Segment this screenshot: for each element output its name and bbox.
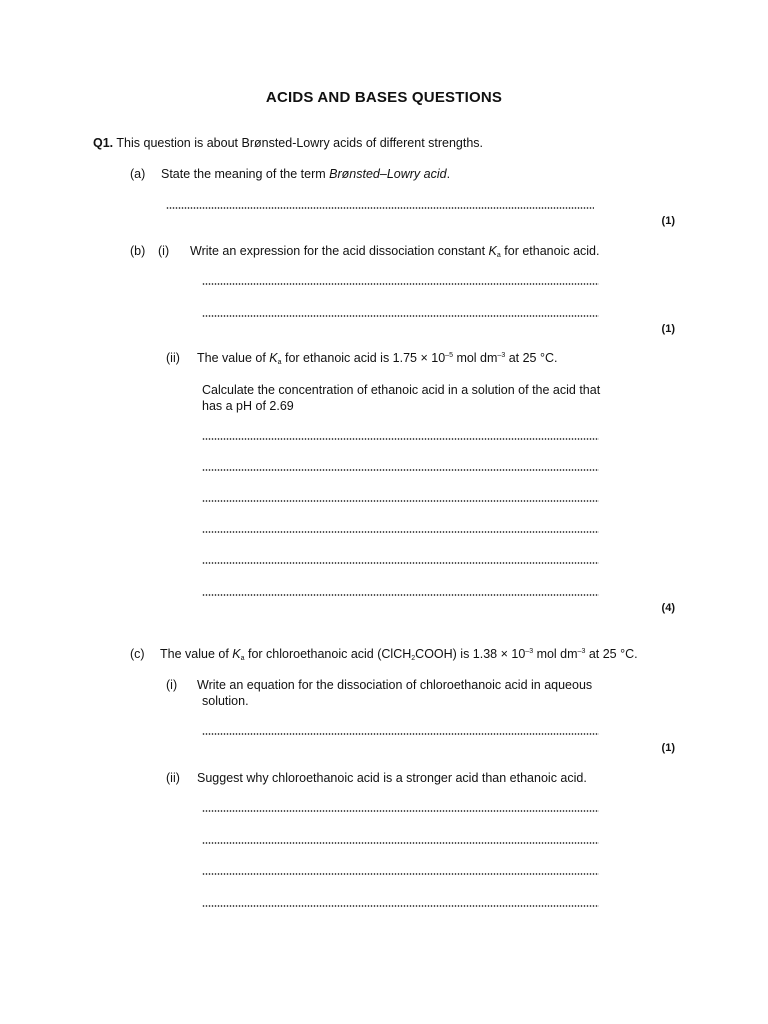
part-c-text-mid2: COOH) is 1.38 × 10	[415, 647, 526, 661]
part-a-label: (a)	[130, 167, 146, 181]
answer-line[interactable]	[202, 905, 599, 907]
exponent: –3	[577, 648, 586, 655]
part-b-ii-text	[197, 350, 557, 366]
ka-subscript: a	[496, 252, 501, 259]
marks-a: (1)	[661, 215, 675, 227]
part-c-text-mid1: for chloroethanoic acid (ClCH	[244, 647, 412, 661]
part-b-ii-label: (ii)	[166, 351, 180, 365]
exponent: –3	[497, 352, 506, 359]
answer-line[interactable]	[202, 500, 599, 502]
part-c-ii-label: (ii)	[166, 771, 180, 785]
marks-b-i: (1)	[661, 323, 675, 335]
part-a-text	[161, 166, 450, 182]
calc-instruction-line2: has a pH of 2.69	[202, 399, 294, 413]
answer-line[interactable]	[202, 733, 599, 735]
part-b-ii-text-mid: for ethanoic acid is 1.75 × 10	[281, 351, 446, 365]
marks-b-ii: (4)	[661, 602, 675, 614]
part-b-i-text	[190, 243, 599, 259]
part-c-ii-text: Suggest why chloroethanoic acid is a stronger acid than ethanoic acid.	[197, 771, 587, 785]
part-c-text-before: The value of	[160, 647, 233, 661]
part-b-ii-text-before: The value of	[197, 351, 270, 365]
answer-line[interactable]	[202, 315, 599, 317]
answer-line[interactable]	[202, 283, 599, 285]
ka-subscript: a	[240, 655, 245, 662]
part-c-text	[160, 646, 638, 662]
unit-text: mol dm	[452, 351, 498, 365]
ka-symbol: K	[269, 351, 278, 365]
part-a-text-before: State the meaning of the term	[161, 167, 330, 181]
part-a-term: Brønsted–Lowry acid	[329, 167, 447, 181]
part-b-i-label: (i)	[158, 244, 170, 258]
part-b-i-text-after: for ethanoic acid.	[500, 244, 600, 258]
formula-subscript: 2	[411, 655, 416, 662]
answer-line[interactable]	[202, 469, 599, 471]
calc-instruction-line1: Calculate the concentration of ethanoic acid in a solution of the acid that	[202, 383, 601, 397]
page-title: ACIDS AND BASES QUESTIONS	[265, 89, 503, 106]
answer-line[interactable]	[202, 810, 599, 812]
answer-line[interactable]	[202, 531, 599, 533]
part-c-i-line1: Write an equation for the dissociation of chloroethanoic acid in aqueous	[197, 678, 593, 692]
part-a-text-after: .	[446, 167, 451, 181]
marks-c-i: (1)	[661, 742, 675, 754]
ka-symbol: K	[488, 244, 497, 258]
question-number: Q1.	[93, 136, 114, 150]
answer-line[interactable]	[202, 842, 599, 844]
part-c-i-label: (i)	[166, 678, 178, 692]
answer-line[interactable]	[202, 438, 599, 440]
exponent: –3	[525, 648, 534, 655]
answer-line[interactable]	[202, 594, 599, 596]
answer-line[interactable]	[166, 207, 594, 209]
part-b-ii-text-after: at 25 °C.	[505, 351, 558, 365]
part-c-label: (c)	[130, 647, 145, 661]
answer-line[interactable]	[202, 562, 599, 564]
part-b-i-text-before: Write an expression for the acid dissociation constant	[190, 244, 489, 258]
question-intro-text: This question is about Brønsted-Lowry acids of different strengths.	[116, 136, 484, 150]
exponent: –5	[445, 352, 453, 359]
question-intro	[93, 135, 483, 151]
ka-subscript: a	[277, 359, 282, 366]
ka-symbol: K	[232, 647, 241, 661]
part-c-text-after: at 25 °C.	[585, 647, 638, 661]
part-b-label: (b)	[130, 244, 146, 258]
unit-text: mol dm	[533, 647, 578, 661]
part-c-i-line2: solution.	[202, 694, 249, 708]
answer-line[interactable]	[202, 873, 599, 875]
